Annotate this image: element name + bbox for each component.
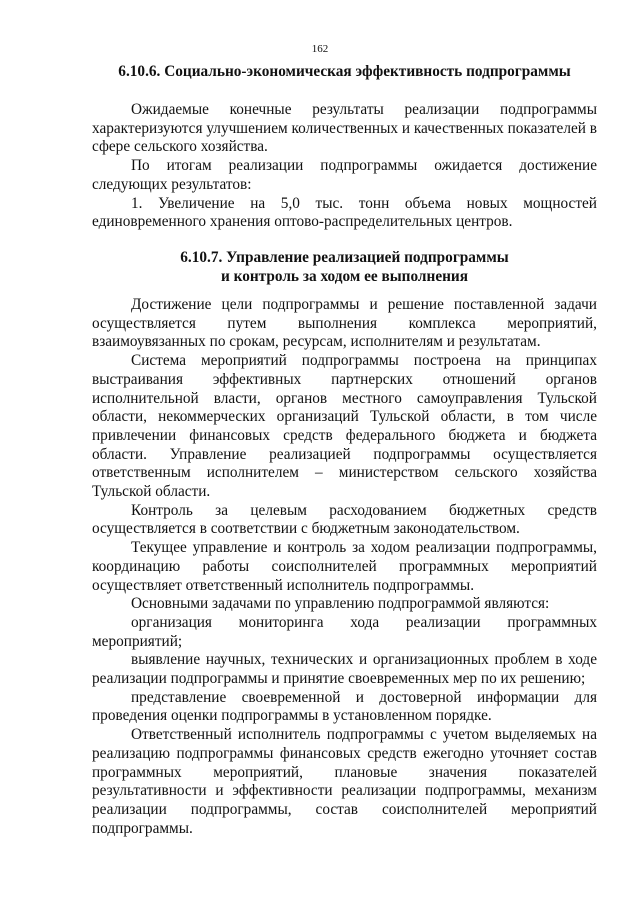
section-heading-line: 6.10.7. Управление реализацией подпрограммы: [180, 249, 509, 266]
section-heading-social-economic-efficiency: 6.10.6. Социально-экономическая эффективность подпрограммы: [118, 63, 571, 80]
paragraph: По итогам реализации подпрограммы ожидается достижение следующих результатов:: [92, 157, 597, 193]
paragraph: Достижение цели подпрограммы и решение поставленной задачи осуществляется путем выполнения комплекса мероприятий, взаимоувязанных по срокам, ресурсам, исполнителям и результатам.: [92, 296, 597, 351]
paragraph: Контроль за целевым расходованием бюджетных средств осуществляется в соответствии с бюджетным законодательством.: [92, 501, 597, 538]
page-number: 162: [311, 43, 329, 55]
section-heading-management: [92, 249, 597, 286]
paragraph: Текущее управление и контроль за ходом реализации подпрограммы, координацию работы соисполнителей программных мероприятий осуществляет ответственный исполнитель подпрограммы.: [92, 539, 597, 594]
list-item: представление своевременной и достоверной информации для проведения оценки подпрограммы в установленном порядке.: [92, 688, 597, 725]
section-body-social-economic-efficiency: [92, 101, 597, 232]
paragraph: Основными задачами по управлению подпрограммой являются:: [131, 595, 550, 613]
paragraph: 1. Увеличение на 5,0 тыс. тонн объема новых мощностей единовременного хранения оптово-распределительных центров.: [92, 194, 597, 231]
paragraph: Ответственный исполнитель подпрограммы с учетом выделяемых на реализацию подпрограммы финансовых средств ежегодно уточняет состав программных мероприятий, плановые значения показателей результативности и эффективности реализации подпрограммы, механизм реализации подпрограммы, состав соисполнителей мероприятий подпрограммы.: [92, 726, 597, 837]
list-item: организация мониторинга хода реализации программных мероприятий;: [92, 613, 597, 650]
section-heading-line: и контроль за ходом ее выполнения: [220, 267, 469, 285]
list-item: выявление научных, технических и организационных проблем в ходе реализации подпрограммы и принятие своевременных мер по их решению;: [92, 651, 597, 688]
paragraph: Система мероприятий подпрограммы построена на принципах выстраивания эффективных партнерских отношений органов исполнительной власти, органов местного самоуправления Тульской области, некоммерческих организаций Тульской области, в том числе привлечении финансовых средств федерального бюджета и бюджета области. Управление реализацией подпрограммы осуществляется ответственным исполнителем – министерством сельского хозяйства Тульской области.: [92, 352, 597, 501]
section-body-management: [92, 296, 597, 838]
paragraph: Ожидаемые конечные результаты реализации подпрограммы характеризуются улучшением количественных и качественных показателей в сфере сельского хозяйства.: [92, 101, 597, 156]
